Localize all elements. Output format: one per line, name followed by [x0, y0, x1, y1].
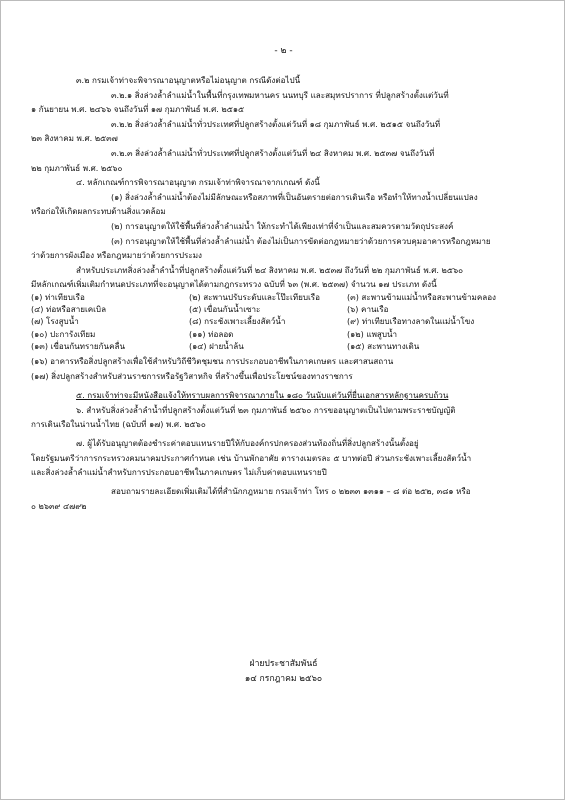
text-line: ว่าด้วยการผังเมือง หรือกฎหมายว่าด้วยการประมง — [31, 250, 202, 260]
list-row — [31, 316, 551, 328]
signature-office: ฝ่ายประชาสัมพันธ์ — [249, 659, 318, 669]
text-line: ๓.๒.๒ สิ่งล่วงล้ำลำแม่น้ำทั่วประเทศที่ปลูกสร้างตั้งแต่วันที่ ๑๘ กุมภาพันธ์ พ.ศ. ๒๕๑๕ จนถึงวันที่ — [111, 119, 441, 129]
text-line: ๕. กรมเจ้าท่าจะมีหนังสือแจ้งให้ทราบผลการพิจารณาภายใน ๑๘๐ วันนับแต่วันที่ยื่นเอกสารหลักฐานครบถ้วน — [76, 390, 449, 400]
text-line: ๒๓ สิงหาคม พ.ศ. ๒๕๓๗ — [31, 133, 118, 143]
text-line: ๐ ๒๖๓๙ ๔๗๙๒ — [31, 501, 87, 511]
page-number: - ๒ - — [274, 46, 293, 56]
list-item: (๖) คานเรือ — [347, 304, 389, 315]
text-line: โดยรัฐมนตรีว่าการกระทรวงคมนาคมประกาศกำหนด เช่น บ้านพักอาศัย ตารางเมตรละ ๕ บาทต่อปี ส่วนกระชังเพาะเลี้ยงสัตว์น้ำ — [31, 453, 472, 463]
text-line: (๓) การอนุญาตให้ใช้พื้นที่ล่วงล้ำลำแม่น้ำ ต้องไม่เป็นการขัดต่อกฎหมายว่าด้วยการควบคุมอาคารหรือกฎหมาย — [111, 236, 491, 246]
text-line: (๑๗) สิ่งปลูกสร้างสำหรับส่วนราชการหรือรัฐวิสาหกิจ ที่สร้างขึ้นเพื่อประโยชน์ของทางราชการ — [31, 371, 353, 381]
list-item: (๑๒) แพสูบน้ำ — [347, 328, 398, 339]
list-item: (๙) ท่าเทียบเรือทางลาดในแม่น้ำโขง — [347, 316, 475, 327]
text-line: ๓.๒.๓ สิ่งล่วงล้ำลำแม่น้ำทั่วประเทศที่ปลูกสร้างตั้งแต่วันที่ ๒๔ สิงหาคม พ.ศ. ๒๕๓๗ จนถึงวันที่ — [111, 148, 435, 158]
list-item: (๘) กระชังเพาะเลี้ยงสัตว์น้ำ — [189, 316, 286, 327]
structure-types-list — [31, 292, 551, 353]
list-item: (๑๕) สะพานทางเดิน — [347, 340, 420, 351]
text-line: สำหรับประเภทสิ่งล่วงล้ำลำน้ำที่ปลูกสร้างตั้งแต่วันที่ ๒๔ สิงหาคม พ.ศ. ๒๕๓๗ ถึงวันที่ ๒๒ กุมภาพันธ์ พ.ศ. ๒๕๖๐ — [76, 265, 464, 275]
list-item: (๓) สะพานข้ามแม่น้ำหรือสะพานข้ามคลอง — [347, 292, 497, 302]
list-item: (๑๓) เขื่อนกันทรายกันคลื่น — [31, 340, 125, 351]
signature-date: ๑๔ กรกฎาคม ๒๕๖๐ — [244, 674, 323, 684]
list-item: (๑) ท่าเทียบเรือ — [31, 292, 85, 302]
text-line: (๑) สิ่งล่วงล้ำลำแม่น้ำต้องไม่มีลักษณะหรือสภาพที่เป็นอันตรายต่อการเดินเรือ หรือทำให้ทางน้ำเปลี่ยนแปลง — [111, 192, 478, 202]
text-line: ๖. สำหรับสิ่งล่วงล้ำลำน้ำที่ปลูกสร้างตั้งแต่วันที่ ๒๓ กุมภาพันธ์ ๒๕๖๐ การขออนุญาตเป็นไปตามพระราชบัญญัติ — [76, 405, 456, 415]
text-line: สอบถามรายละเอียดเพิ่มเติมได้ที่สำนักกฎหมาย กรมเจ้าท่า โทร ๐ ๒๒๓๓ ๑๓๑๑ – ๘ ต่อ ๒๕๒, ๓๘๑ หรือ — [111, 486, 471, 496]
list-item: (๗) โรงสูบน้ำ — [31, 316, 79, 327]
list-item: (๕) เขื่อนกันน้ำเซาะ — [189, 304, 261, 315]
text-line: ๒๒ กุมภาพันธ์ พ.ศ. ๒๕๖๐ — [31, 163, 123, 173]
list-item: (๔) ท่อหรือสายเคเบิล — [31, 304, 107, 315]
text-line: ๓.๒.๑ สิ่งล่วงล้ำลำแม่น้ำในพื้นที่กรุงเทพมหานคร นนทบุรี และสมุทรปราการ ที่ปลูกสร้างตั้งแต่วันที่ — [111, 90, 449, 100]
list-row — [31, 329, 551, 341]
list-row — [31, 292, 551, 304]
text-line: ๗. ผู้ได้รับอนุญาตต้องชำระค่าตอบแทนรายปีให้กับองค์กรปกครองส่วนท้องถิ่นที่สิ่งปลูกสร้างนั้นตั้งอยู่ — [76, 438, 419, 448]
text-line: ๑ กันยายน พ.ศ. ๒๔๖๖ จนถึงวันที่ ๑๗ กุมภาพันธ์ พ.ศ. ๒๕๑๕ — [31, 104, 245, 114]
text-line: (๒) การอนุญาตให้ใช้พื้นที่ล่วงล้ำลำแม่น้ำ ให้กระทำได้เพียงเท่าที่จำเป็นและสมควรตามวัตถุประสงค์ — [111, 221, 454, 231]
text-line: หรือก่อให้เกิดผลกระทบด้านสิ่งแวดล้อม — [31, 206, 166, 216]
text-line: ๔. หลักเกณฑ์การพิจารณาอนุญาต กรมเจ้าท่าพิจารณาจากเกณฑ์ ดังนี้ — [76, 177, 320, 187]
text-line: มีหลักเกณฑ์เพิ่มเติมกำหนดประเภทที่จะอนุญาตได้ตามกฎกระทรวง ฉบับที่ ๖๓ (พ.ศ. ๒๕๓๗) จำนวน ๑๗ ประเภท ดังนี้ — [31, 279, 437, 289]
list-item: (๒) สะพานปรับระดับและโป๊ะเทียบเรือ — [189, 292, 320, 302]
text-line: และสิ่งล่วงล้ำลำแม่น้ำสำหรับการประกอบอาชีพในภาคเกษตร ไม่เก็บค่าตอบแทนรายปี — [31, 467, 327, 477]
list-row — [31, 341, 551, 353]
text-line: การเดินเรือในน่านน้ำไทย (ฉบับที่ ๑๗) พ.ศ. ๒๕๖๐ — [31, 419, 206, 429]
list-item: (๑๔) ฝายน้ำล้น — [189, 340, 244, 351]
list-item: (๑๑) ท่อลอด — [189, 328, 234, 339]
list-row — [31, 304, 551, 316]
list-item: (๑๐) ปะการังเทียม — [31, 328, 96, 339]
text-line: ๓.๒ กรมเจ้าท่าจะพิจารณาอนุญาตหรือไม่อนุญาต กรณีดังต่อไปนี้ — [76, 75, 301, 85]
text-line: (๑๖) อาคารหรือสิ่งปลูกสร้างเพื่อใช้สำหรับวิถีชีวิตชุมชน การประกอบอาชีพในภาคเกษตร และศาสนสถาน — [31, 356, 394, 366]
